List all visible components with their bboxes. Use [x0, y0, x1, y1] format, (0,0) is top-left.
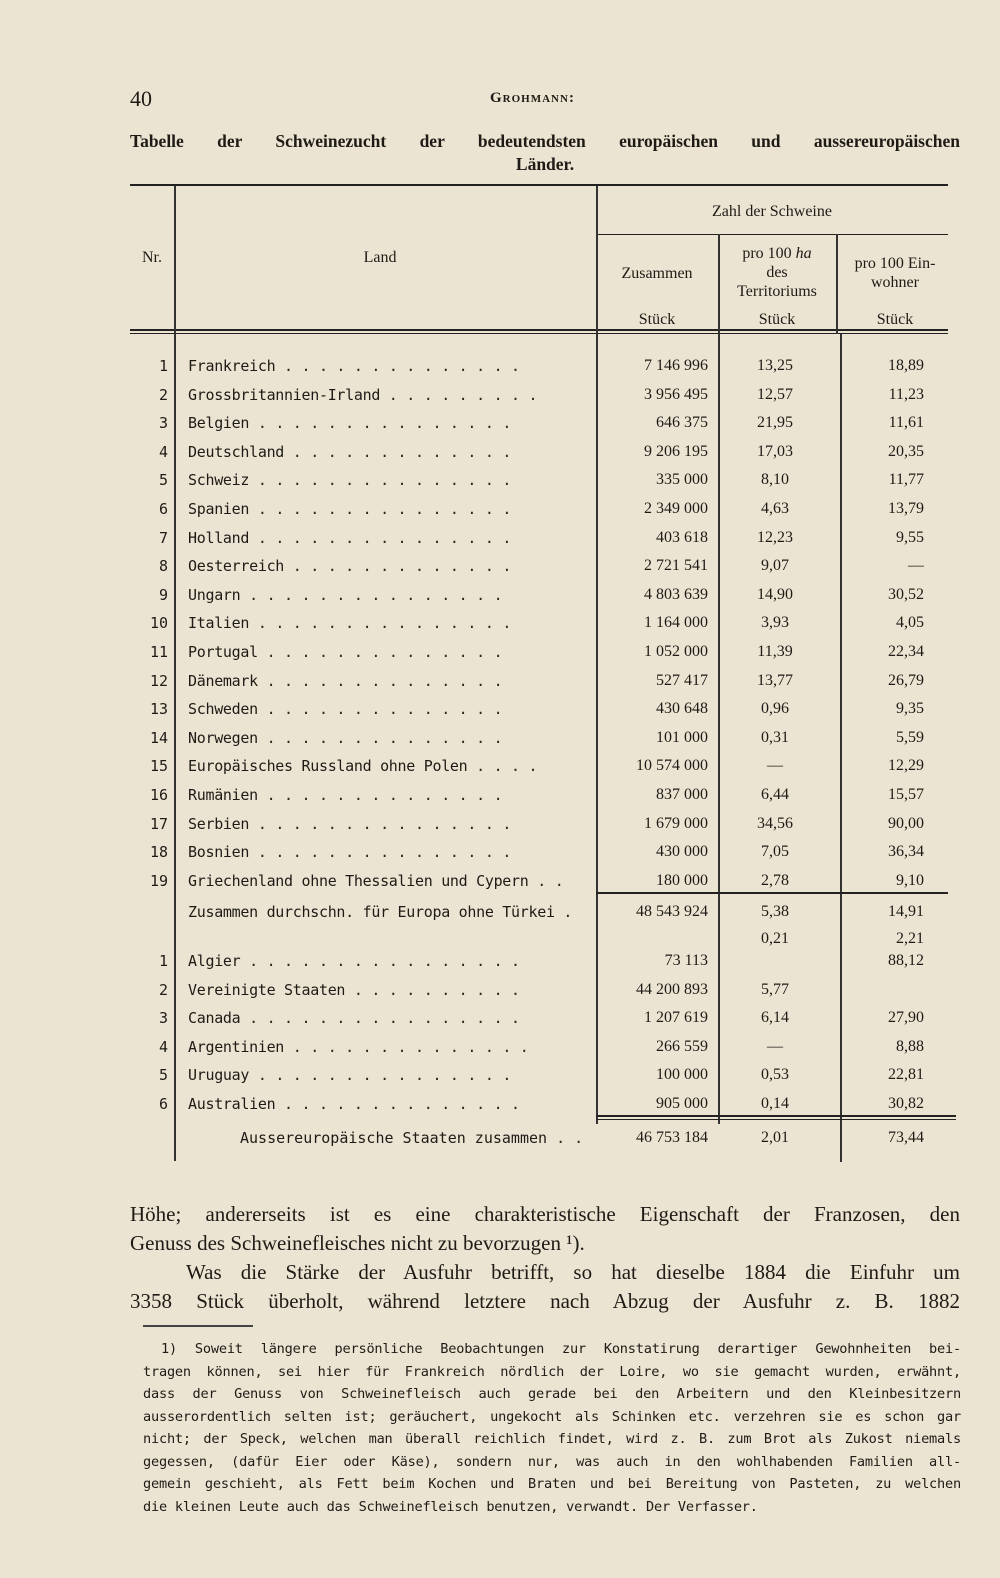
row-zusammen: 2 721 541	[644, 557, 708, 575]
row-zusammen: 100 000	[656, 1066, 708, 1084]
row-country: Canada . . . . . . . . . . . . . . . .	[188, 1009, 520, 1028]
row-number: 11	[149, 643, 168, 661]
row-number: 15	[149, 757, 168, 776]
row-einwohner: 18,89	[888, 357, 924, 374]
pig-farming-table	[130, 180, 956, 1165]
row-zusammen: 9 206 195	[644, 442, 708, 460]
overseas-row	[130, 1004, 956, 1032]
row-einwohner: 15,57	[888, 786, 924, 803]
europe-row	[130, 581, 956, 609]
row-country: Schweiz . . . . . . . . . . . . . . .	[188, 471, 512, 490]
overseas-row	[130, 947, 956, 975]
body-line-2: Genuss des Schweinefleisches nicht zu bevorzugen ¹).	[130, 1231, 585, 1255]
row-territorium: 0,14	[761, 1095, 789, 1112]
row-number: 16	[149, 786, 168, 804]
row-number: 17	[149, 814, 168, 833]
row-territorium: 0,53	[761, 1066, 789, 1084]
row-zusammen: 527 417	[656, 671, 708, 689]
row-number: 13	[149, 700, 168, 719]
row-zusammen: 646 375	[656, 414, 708, 432]
row-territorium: 5,77	[761, 980, 789, 998]
row-zusammen: 430 648	[656, 700, 708, 718]
footnote-line: tragen können, sei hier für Frankreich nördlich der Loire, wo sie gemacht wurden, erwähnt,	[143, 1363, 961, 1380]
row-zusammen: 403 618	[656, 528, 708, 546]
row-einwohner: 11,61	[888, 414, 924, 432]
row-number: 8	[158, 557, 168, 576]
row-zusammen: 73 113	[664, 952, 708, 969]
europe-total-territorium: 5,38	[761, 903, 789, 920]
header-des: des	[766, 264, 788, 281]
row-country: Deutschland . . . . . . . . . . . . .	[188, 442, 512, 461]
footnote-line: nicht; der Speck, welchen man überall reichlich findet, wird z. B. zum Brot als Zukost niemals	[143, 1431, 961, 1447]
header-zusammen: Zusammen	[621, 265, 693, 282]
europe-row	[130, 838, 956, 866]
europe-row	[130, 438, 956, 466]
row-einwohner: 8,88	[896, 1037, 924, 1055]
row-country: Uruguay . . . . . . . . . . . . . . .	[188, 1066, 512, 1085]
header-pro-100-einwohner	[836, 254, 954, 292]
row-zusammen: 335 000	[656, 471, 708, 489]
row-country: Frankreich . . . . . . . . . . . . . .	[188, 357, 520, 375]
overseas-total-territorium: 2,01	[761, 1129, 789, 1146]
header-pro-100: pro 100	[742, 245, 792, 262]
overseas-row	[130, 976, 956, 1004]
header-bottom-rule-2	[130, 333, 948, 334]
header-zahl-der-schweine: Zahl der Schweine	[712, 203, 832, 220]
row-einwohner: 9,55	[896, 528, 924, 546]
row-territorium: —	[767, 757, 783, 775]
row-territorium: 2,78	[761, 871, 789, 889]
overseas-row	[130, 1033, 956, 1061]
overseas-row	[130, 1061, 956, 1089]
group-header-rule	[596, 234, 948, 235]
row-territorium: 14,90	[757, 585, 793, 603]
page-header	[130, 86, 960, 112]
row-number: 4	[158, 1037, 168, 1056]
europe-row	[130, 724, 956, 752]
row-number: 5	[158, 1066, 168, 1085]
europe-row	[130, 524, 956, 552]
row-einwohner: 30,82	[888, 1095, 924, 1112]
header-nr: Nr.	[142, 249, 162, 266]
overseas-sum-rule-2	[596, 1119, 956, 1120]
row-number: 10	[149, 614, 168, 633]
row-number: 1	[158, 952, 168, 970]
overseas-total-label: Aussereuropäische Staaten zusammen . .	[240, 1129, 584, 1147]
row-number: 2	[158, 385, 168, 404]
row-territorium: 6,14	[761, 1009, 789, 1027]
row-einwohner: 20,35	[888, 442, 924, 460]
table-title	[130, 130, 960, 176]
row-country: Portugal . . . . . . . . . . . . . .	[188, 643, 503, 661]
row-territorium: 4,63	[761, 500, 789, 517]
row-country: Oesterreich . . . . . . . . . . . . .	[188, 557, 512, 576]
body-line-1: Höhe; andererseits ist es eine charakteristische Eigenschaft der Franzosen, den	[130, 1202, 960, 1226]
europe-row	[130, 667, 956, 695]
unit-einwohner: Stück	[876, 311, 914, 328]
row-country: Rumänien . . . . . . . . . . . . . .	[188, 786, 503, 804]
row-territorium: 3,93	[761, 614, 789, 632]
footnote-line: gemein geschieht, als Fett beim Kochen und Braten und bei Bereitung von Pasteten, zu welchen	[143, 1476, 961, 1492]
body-line-4: 3358 Stück überholt, während letztere nach Abzug der Ausfuhr z. B. 1882	[130, 1289, 960, 1313]
europe-total-zusammen: 48 543 924	[636, 903, 708, 920]
header-einwohner-line-2: wohner	[871, 274, 919, 291]
europe-total-row	[130, 898, 956, 926]
row-zusammen: 2 349 000	[644, 500, 708, 517]
row-country: Europäisches Russland ohne Polen . . . .	[188, 757, 538, 776]
europe-row	[130, 695, 956, 723]
row-country: Serbien . . . . . . . . . . . . . . .	[188, 814, 512, 833]
row-zusammen: 3 956 495	[644, 385, 708, 403]
row-number: 1	[158, 357, 168, 375]
table-top-rule	[130, 184, 948, 186]
row-einwohner: 12,29	[888, 757, 924, 775]
europe-total-label: Zusammen durchschn. für Europa ohne Türkei .	[188, 903, 573, 921]
europe-row	[130, 867, 956, 895]
header-einwohner-line-1: pro 100 Ein-	[854, 255, 936, 272]
running-head: Grohmann:	[490, 90, 575, 106]
header-territoriums: Territoriums	[737, 283, 817, 300]
row-country: Norwegen . . . . . . . . . . . . . .	[188, 728, 503, 747]
row-country: Spanien . . . . . . . . . . . . . . .	[188, 500, 512, 518]
row-number: 18	[149, 843, 168, 862]
row-country: Bosnien . . . . . . . . . . . . . . .	[188, 843, 512, 862]
row-territorium: 13,25	[757, 357, 793, 374]
table-title-line-1: Tabelle der Schweinezucht der bedeutendsten europäischen und aussereuropäischen	[130, 131, 960, 151]
row-territorium: 0,31	[761, 728, 789, 746]
europe-row	[130, 466, 956, 494]
row-country: Vereinigte Staaten . . . . . . . . . .	[188, 980, 520, 999]
footnote	[143, 1338, 961, 1518]
europe-row	[130, 781, 956, 809]
page-number: 40	[130, 86, 152, 111]
row-number: 5	[158, 471, 168, 490]
overseas-sum-rule	[596, 1115, 956, 1117]
europe-total-einwohner: 14,91	[888, 903, 924, 920]
row-number: 7	[158, 528, 168, 547]
row-number: 9	[158, 585, 168, 604]
row-number: 12	[149, 671, 168, 690]
footnote-line: gegessen, (dafür Eier oder Käse), sondern nur, was auch in den wohlhabenden Familien all-	[143, 1453, 961, 1470]
row-zusammen: 7 146 996	[644, 357, 708, 374]
header-bottom-rule	[130, 329, 948, 331]
row-number: 19	[149, 871, 168, 890]
europe-row	[130, 552, 956, 580]
row-zusammen: 1 679 000	[644, 814, 708, 832]
europe-row	[130, 495, 956, 523]
row-zusammen: 4 803 639	[644, 585, 708, 603]
body-line-3: Was die Stärke der Ausfuhr betrifft, so hat dieselbe 1884 die Einfuhr um	[186, 1260, 960, 1284]
footnote-line: dass der Genuss von Schweinefleisch auch gerade bei den Arbeitern und den Kleinbesitzern	[143, 1386, 961, 1402]
extra-einwohner: 2,21	[896, 930, 924, 947]
row-einwohner: 90,00	[888, 814, 924, 832]
row-einwohner: 22,81	[888, 1066, 924, 1084]
row-number: 4	[158, 442, 168, 461]
extra-territorium: 0,21	[761, 930, 789, 947]
row-zusammen: 430 000	[656, 843, 708, 861]
row-einwohner: 27,90	[888, 1009, 924, 1027]
row-zusammen: 180 000	[656, 871, 708, 889]
row-territorium: 0,96	[761, 700, 789, 718]
row-zusammen: 1 052 000	[644, 643, 708, 660]
row-einwohner: 9,10	[896, 871, 924, 889]
row-number: 14	[149, 728, 168, 747]
row-zusammen: 266 559	[656, 1037, 708, 1055]
row-einwohner: 26,79	[888, 671, 924, 689]
row-territorium: 17,03	[757, 442, 793, 460]
overseas-row	[130, 1090, 956, 1118]
row-zusammen: 1 164 000	[644, 614, 708, 632]
row-country: Ungarn . . . . . . . . . . . . . . .	[188, 585, 503, 604]
row-territorium: 13,77	[757, 671, 793, 689]
overseas-total-row	[130, 1124, 956, 1152]
europe-row	[130, 409, 956, 437]
row-territorium: 12,23	[757, 528, 793, 546]
row-zusammen: 101 000	[656, 728, 708, 746]
row-zusammen: 837 000	[656, 786, 708, 803]
row-number: 2	[158, 980, 168, 999]
row-einwohner: —	[908, 557, 924, 575]
europe-row	[130, 752, 956, 780]
row-territorium: 7,05	[761, 843, 789, 861]
footnote-rule	[143, 1325, 253, 1327]
overseas-total-zusammen: 46 753 184	[636, 1129, 708, 1146]
row-territorium: 21,95	[757, 414, 793, 432]
row-zusammen: 905 000	[656, 1095, 708, 1112]
europe-row	[130, 381, 956, 409]
header-pro-100-ha	[718, 244, 836, 301]
row-territorium: 12,57	[757, 385, 793, 403]
row-territorium	[720, 947, 830, 975]
europe-row	[130, 609, 956, 637]
row-country: Algier . . . . . . . . . . . . . . . .	[188, 952, 520, 970]
unit-territorium: Stück	[758, 311, 796, 328]
row-zusammen: 1 207 619	[644, 1009, 708, 1027]
row-country: Italien . . . . . . . . . . . . . . .	[188, 614, 512, 633]
row-territorium: 11,39	[757, 643, 793, 660]
row-country: Belgien . . . . . . . . . . . . . . .	[188, 414, 512, 433]
europe-row	[130, 810, 956, 838]
row-country: Dänemark . . . . . . . . . . . . . .	[188, 671, 503, 690]
row-zusammen: 44 200 893	[636, 980, 708, 998]
row-country: Schweden . . . . . . . . . . . . . .	[188, 700, 503, 719]
row-country: Argentinien . . . . . . . . . . . . . .	[188, 1037, 529, 1056]
row-number: 6	[158, 1095, 168, 1113]
row-country: Holland . . . . . . . . . . . . . . .	[188, 528, 512, 547]
row-zusammen: 10 574 000	[636, 757, 708, 775]
row-einwohner: 30,52	[888, 585, 924, 603]
row-einwohner: 36,34	[888, 843, 924, 861]
table-title-line-2: Länder.	[515, 154, 575, 174]
row-einwohner: 11,23	[888, 385, 924, 403]
row-territorium: 6,44	[761, 786, 789, 803]
row-territorium: —	[767, 1037, 783, 1055]
row-territorium: 9,07	[761, 557, 789, 575]
footnote-line: 1) Soweit längere persönliche Beobachtungen zur Konstatirung derartiger Gewohnheiten bei-	[161, 1341, 961, 1357]
row-einwohner: 22,34	[888, 643, 924, 660]
row-einwohner: 13,79	[888, 500, 924, 517]
row-country: Australien . . . . . . . . . . . . . .	[188, 1095, 520, 1113]
row-einwohner: 88,12	[888, 952, 924, 969]
row-einwohner: 4,05	[896, 614, 924, 632]
europe-row	[130, 638, 956, 666]
row-number: 6	[158, 500, 168, 518]
row-einwohner: 5,59	[896, 728, 924, 746]
europe-row	[130, 352, 956, 380]
row-einwohner: 11,77	[888, 471, 924, 489]
row-number: 3	[158, 414, 168, 433]
row-number: 3	[158, 1009, 168, 1028]
europe-sum-rule	[596, 892, 948, 894]
row-country: Grossbritannien-Irland . . . . . . . . .	[188, 385, 538, 404]
overseas-total-einwohner: 73,44	[888, 1129, 924, 1146]
row-einwohner: 9,35	[896, 700, 924, 718]
header-ha: ha	[795, 245, 812, 262]
row-territorium: 34,56	[757, 814, 793, 832]
row-territorium: 8,10	[761, 471, 789, 489]
row-country: Griechenland ohne Thessalien und Cypern . .	[188, 871, 564, 890]
row-einwohner	[842, 976, 924, 1004]
footnote-line: die kleinen Leute auch das Schweinefleisch benutzen, verwandt. Der Verfasser.	[143, 1498, 758, 1515]
header-land: Land	[363, 249, 397, 266]
unit-zusammen: Stück	[638, 311, 676, 328]
footnote-line: ausserordentlich selten ist; geräuchert, ungekocht als Schinken etc. verzehren sie es schon gar	[143, 1408, 961, 1425]
body-paragraph	[130, 1200, 960, 1316]
